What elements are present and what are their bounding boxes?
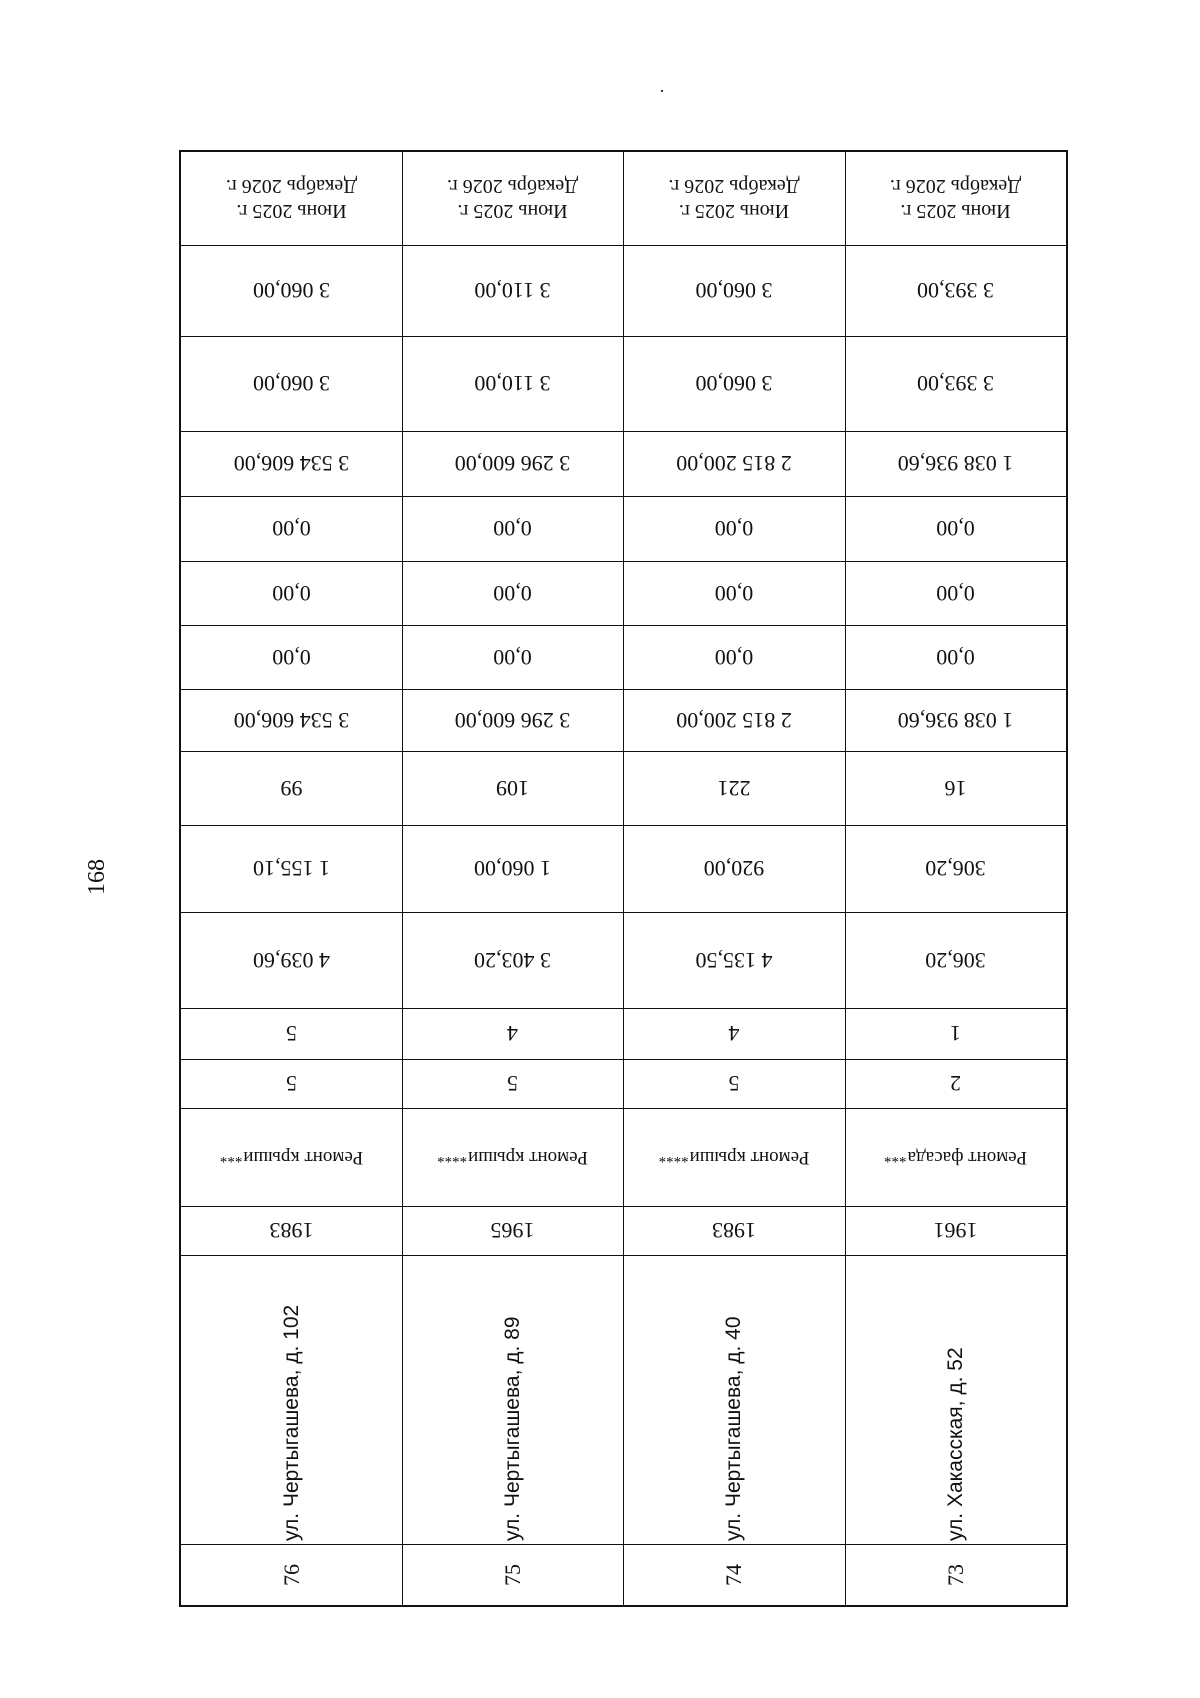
- fund-3-cell: 0,00: [936, 516, 975, 542]
- period-end: Декабрь 2026 г.: [446, 175, 579, 198]
- fund-1-cell: 0,00: [936, 645, 975, 670]
- period-start: Июнь 2025 г.: [236, 200, 347, 223]
- period-end: Декабрь 2026 г.: [225, 175, 358, 198]
- fund-2-cell: 0,00: [493, 581, 532, 606]
- address-cell: [181, 1255, 402, 1544]
- work-footnote-mark: ****: [437, 1149, 468, 1166]
- cost-unit-cell: 3 060,00: [695, 371, 773, 397]
- row-number: 74: [721, 1563, 746, 1586]
- row-number-cell: [181, 1544, 402, 1605]
- cost-owners-cell: 3 296 600,00: [454, 451, 571, 477]
- area-total-cell: 4 135,50: [695, 948, 773, 973]
- cost-unit-max-cell: 3 060,00: [253, 278, 330, 304]
- entrances-cell: 1: [950, 1021, 961, 1047]
- cost-owners-cell: 3 534 606,00: [233, 451, 350, 477]
- year-built-cell: 1961: [933, 1218, 978, 1244]
- area-living-cell: 306,20: [925, 856, 986, 882]
- row-number-cell: [402, 1544, 623, 1605]
- address-text: ул. Чертыгашева, д. 40: [722, 1316, 745, 1541]
- work-footnote-mark: ****: [658, 1149, 689, 1166]
- fund-3-cell: 0,00: [272, 516, 311, 542]
- period-cell: [181, 152, 402, 245]
- work-type-cell: [845, 1108, 1066, 1206]
- fund-2-cell: 0,00: [936, 581, 975, 606]
- work-type: Ремонт крыши: [689, 1147, 810, 1168]
- period-cell: [845, 152, 1066, 245]
- period-cell: [623, 152, 845, 245]
- floors-cell: 5: [507, 1071, 518, 1097]
- work-type: Ремонт крыши: [243, 1147, 364, 1168]
- cost-total-cell: 1 038 936,60: [897, 708, 1014, 733]
- residents-cell: 109: [496, 776, 529, 801]
- residents-cell: 99: [280, 776, 303, 801]
- year-built-cell: 1965: [490, 1218, 535, 1244]
- entrances-cell: 4: [507, 1021, 518, 1047]
- cost-total-cell: 2 815 200,00: [676, 708, 792, 733]
- floors-cell: 5: [728, 1071, 740, 1097]
- address-text: ул. Хакасская, д. 52: [943, 1347, 967, 1541]
- cost-unit-cell: 3 060,00: [253, 371, 330, 397]
- address-cell: [623, 1255, 845, 1544]
- residents-cell: 16: [944, 776, 967, 801]
- row-number: 75: [499, 1563, 525, 1586]
- area-total-cell: 3 403,20: [474, 948, 551, 973]
- address-cell: [402, 1255, 623, 1544]
- cost-unit-max-cell: 3 110,00: [474, 278, 551, 304]
- row-number-cell: [623, 1544, 845, 1605]
- period-start: Июнь 2025 г.: [457, 200, 568, 223]
- entrances-cell: 4: [728, 1021, 740, 1047]
- row-number-cell: [845, 1544, 1066, 1605]
- period-end: Декабрь 2026 г.: [668, 175, 800, 198]
- row-number: 73: [942, 1563, 968, 1586]
- work-type: Ремонт крыши: [468, 1147, 588, 1168]
- work-type: Ремонт фасада: [907, 1147, 1027, 1168]
- cost-unit-max-cell: 3 393,00: [917, 278, 994, 304]
- address-text: ул. Чертыгашева, д. 102: [279, 1304, 303, 1541]
- fund-2-cell: 0,00: [272, 581, 311, 606]
- work-type-cell: [402, 1108, 623, 1206]
- floors-cell: 2: [950, 1071, 961, 1097]
- row-number: 76: [278, 1563, 304, 1586]
- page-number: 168: [84, 859, 110, 895]
- address-text: ул. Чертыгашева, д. 89: [500, 1316, 524, 1541]
- fund-1-cell: 0,00: [714, 645, 754, 670]
- cost-owners-cell: 1 038 936,60: [897, 451, 1014, 477]
- cost-total-cell: 3 534 606,00: [233, 708, 350, 733]
- area-living-cell: 920,00: [703, 856, 765, 882]
- work-type-cell: [181, 1108, 402, 1206]
- period-cell: [402, 152, 623, 245]
- fund-2-cell: 0,00: [714, 581, 754, 606]
- cost-owners-cell: 2 815 200,00: [676, 451, 792, 477]
- period-start: Июнь 2025 г.: [900, 200, 1011, 223]
- area-living-cell: 1 060,00: [474, 856, 551, 882]
- area-living-cell: 1 155,10: [253, 856, 330, 882]
- address-cell: [845, 1255, 1066, 1544]
- period-end: Декабрь 2026 г.: [889, 175, 1022, 198]
- cost-unit-cell: 3 393,00: [917, 371, 994, 397]
- fund-3-cell: 0,00: [714, 516, 754, 542]
- cost-unit-cell: 3 110,00: [474, 371, 551, 397]
- housing-repair-table: [179, 150, 1068, 1607]
- entrances-cell: 5: [286, 1021, 297, 1047]
- fund-1-cell: 0,00: [493, 645, 532, 670]
- floors-cell: 5: [286, 1071, 297, 1097]
- work-footnote-mark: ***: [884, 1149, 907, 1166]
- area-total-cell: 306,20: [925, 948, 986, 973]
- cost-unit-max-cell: 3 060,00: [695, 278, 773, 304]
- fund-1-cell: 0,00: [272, 645, 311, 670]
- area-total-cell: 4 039,60: [253, 948, 330, 973]
- work-footnote-mark: ***: [219, 1149, 243, 1166]
- scan-speck: [661, 90, 663, 92]
- year-built-cell: 1983: [269, 1218, 314, 1244]
- cost-total-cell: 3 296 600,00: [454, 708, 571, 733]
- residents-cell: 221: [717, 776, 751, 801]
- work-type-cell: [623, 1108, 845, 1206]
- fund-3-cell: 0,00: [493, 516, 532, 542]
- period-start: Июнь 2025 г.: [678, 200, 790, 223]
- year-built-cell: 1983: [712, 1218, 756, 1244]
